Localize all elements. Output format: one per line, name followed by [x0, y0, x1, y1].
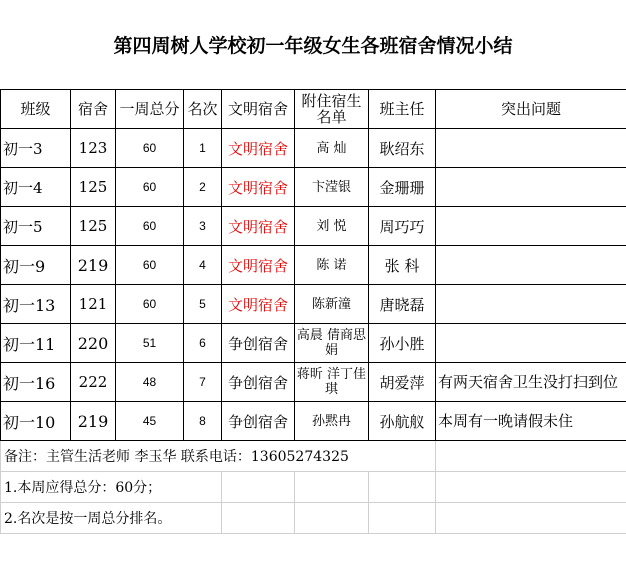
blank-cell: [295, 472, 369, 503]
total-cell: 48: [116, 363, 184, 402]
dorm-cell: 219: [71, 402, 116, 441]
teacher-cell: 唐晓磊: [369, 285, 436, 324]
dorm-cell: 222: [71, 363, 116, 402]
status-cell: 争创宿舍: [222, 363, 295, 402]
class-cell: 初一16: [1, 363, 71, 402]
class-cell: 初一10: [1, 402, 71, 441]
table-row: [1, 168, 626, 207]
blank-cell: [222, 503, 295, 534]
header-teacher: 班主任: [369, 90, 436, 129]
issue-cell: [436, 129, 626, 168]
header-civilized: 文明宿舍: [222, 90, 295, 129]
teacher-cell: 孙航舣: [369, 402, 436, 441]
residents-cell: 高 灿: [295, 129, 369, 168]
table-row: [1, 207, 626, 246]
rank-cell: 4: [184, 246, 222, 285]
dorm-summary-table: [0, 89, 626, 534]
dorm-cell: 121: [71, 285, 116, 324]
status-cell: 文明宿舍: [222, 129, 295, 168]
teacher-cell: 金珊珊: [369, 168, 436, 207]
rank-cell: 5: [184, 285, 222, 324]
note-row: [1, 503, 626, 534]
rank-cell: 3: [184, 207, 222, 246]
header-residents: 附住宿生名单: [295, 90, 369, 129]
status-cell: 文明宿舍: [222, 207, 295, 246]
teacher-cell: 胡爱萍: [369, 363, 436, 402]
dorm-cell: 219: [71, 246, 116, 285]
dorm-cell: 220: [71, 324, 116, 363]
rank-cell: 2: [184, 168, 222, 207]
rank-note: 2.名次是按一周总分排名。: [1, 503, 222, 534]
note-row: [1, 441, 626, 472]
issue-cell: 本周有一晚请假未住: [436, 402, 626, 441]
blank-cell: [436, 441, 626, 472]
class-cell: 初一5: [1, 207, 71, 246]
total-cell: 60: [116, 168, 184, 207]
report-title: 第四周树人学校初一年级女生各班宿舍情况小结: [113, 35, 513, 57]
rank-cell: 7: [184, 363, 222, 402]
blank-cell: [222, 472, 295, 503]
table-row: [1, 129, 626, 168]
status-cell: 争创宿舍: [222, 402, 295, 441]
status-cell: 文明宿舍: [222, 246, 295, 285]
status-cell: 文明宿舍: [222, 168, 295, 207]
class-cell: 初一11: [1, 324, 71, 363]
blank-cell: [436, 472, 626, 503]
blank-cell: [436, 503, 626, 534]
blank-cell: [369, 503, 436, 534]
issue-cell: 有两天宿舍卫生没打扫到位: [436, 363, 626, 402]
status-cell: 文明宿舍: [222, 285, 295, 324]
teacher-cell: 张 科: [369, 246, 436, 285]
note-row: [1, 472, 626, 503]
residents-cell: 刘 悦: [295, 207, 369, 246]
issue-cell: [436, 207, 626, 246]
blank-cell: [369, 472, 436, 503]
total-cell: 60: [116, 285, 184, 324]
total-cell: 51: [116, 324, 184, 363]
header-total: 一周总分: [116, 90, 184, 129]
total-cell: 60: [116, 246, 184, 285]
header-rank: 名次: [184, 90, 222, 129]
total-cell: 45: [116, 402, 184, 441]
table-row: [1, 246, 626, 285]
header-dorm: 宿舍: [71, 90, 116, 129]
score-note: 1.本周应得总分：60分；: [1, 472, 222, 503]
header-row: [1, 90, 626, 129]
class-cell: 初一3: [1, 129, 71, 168]
dorm-cell: 125: [71, 207, 116, 246]
header-class: 班级: [1, 90, 71, 129]
class-cell: 初一13: [1, 285, 71, 324]
teacher-cell: 耿绍东: [369, 129, 436, 168]
residents-cell: 陈 诺: [295, 246, 369, 285]
residents-cell: 陈新潼: [295, 285, 369, 324]
table-row: [1, 363, 626, 402]
residents-cell: 蒋昕 洋丁佳琪: [295, 363, 369, 402]
rank-cell: 6: [184, 324, 222, 363]
residents-cell: 高晨 倩商思娟: [295, 324, 369, 363]
table-row: [1, 285, 626, 324]
total-cell: 60: [116, 129, 184, 168]
issue-cell: [436, 324, 626, 363]
class-cell: 初一4: [1, 168, 71, 207]
header-issues: 突出问题: [436, 90, 626, 129]
residents-cell: 孙黙冉: [295, 402, 369, 441]
rank-cell: 8: [184, 402, 222, 441]
issue-cell: [436, 246, 626, 285]
table-row: [1, 324, 626, 363]
contact-note: 备注：主管生活老师 李玉华 联系电话：13605274325: [1, 441, 436, 472]
rank-cell: 1: [184, 129, 222, 168]
total-cell: 60: [116, 207, 184, 246]
teacher-cell: 周巧巧: [369, 207, 436, 246]
status-cell: 争创宿舍: [222, 324, 295, 363]
dorm-cell: 125: [71, 168, 116, 207]
blank-cell: [295, 503, 369, 534]
table-row: [1, 402, 626, 441]
residents-cell: 卞滢银: [295, 168, 369, 207]
issue-cell: [436, 168, 626, 207]
issue-cell: [436, 285, 626, 324]
class-cell: 初一9: [1, 246, 71, 285]
teacher-cell: 孙小胜: [369, 324, 436, 363]
dorm-cell: 123: [71, 129, 116, 168]
